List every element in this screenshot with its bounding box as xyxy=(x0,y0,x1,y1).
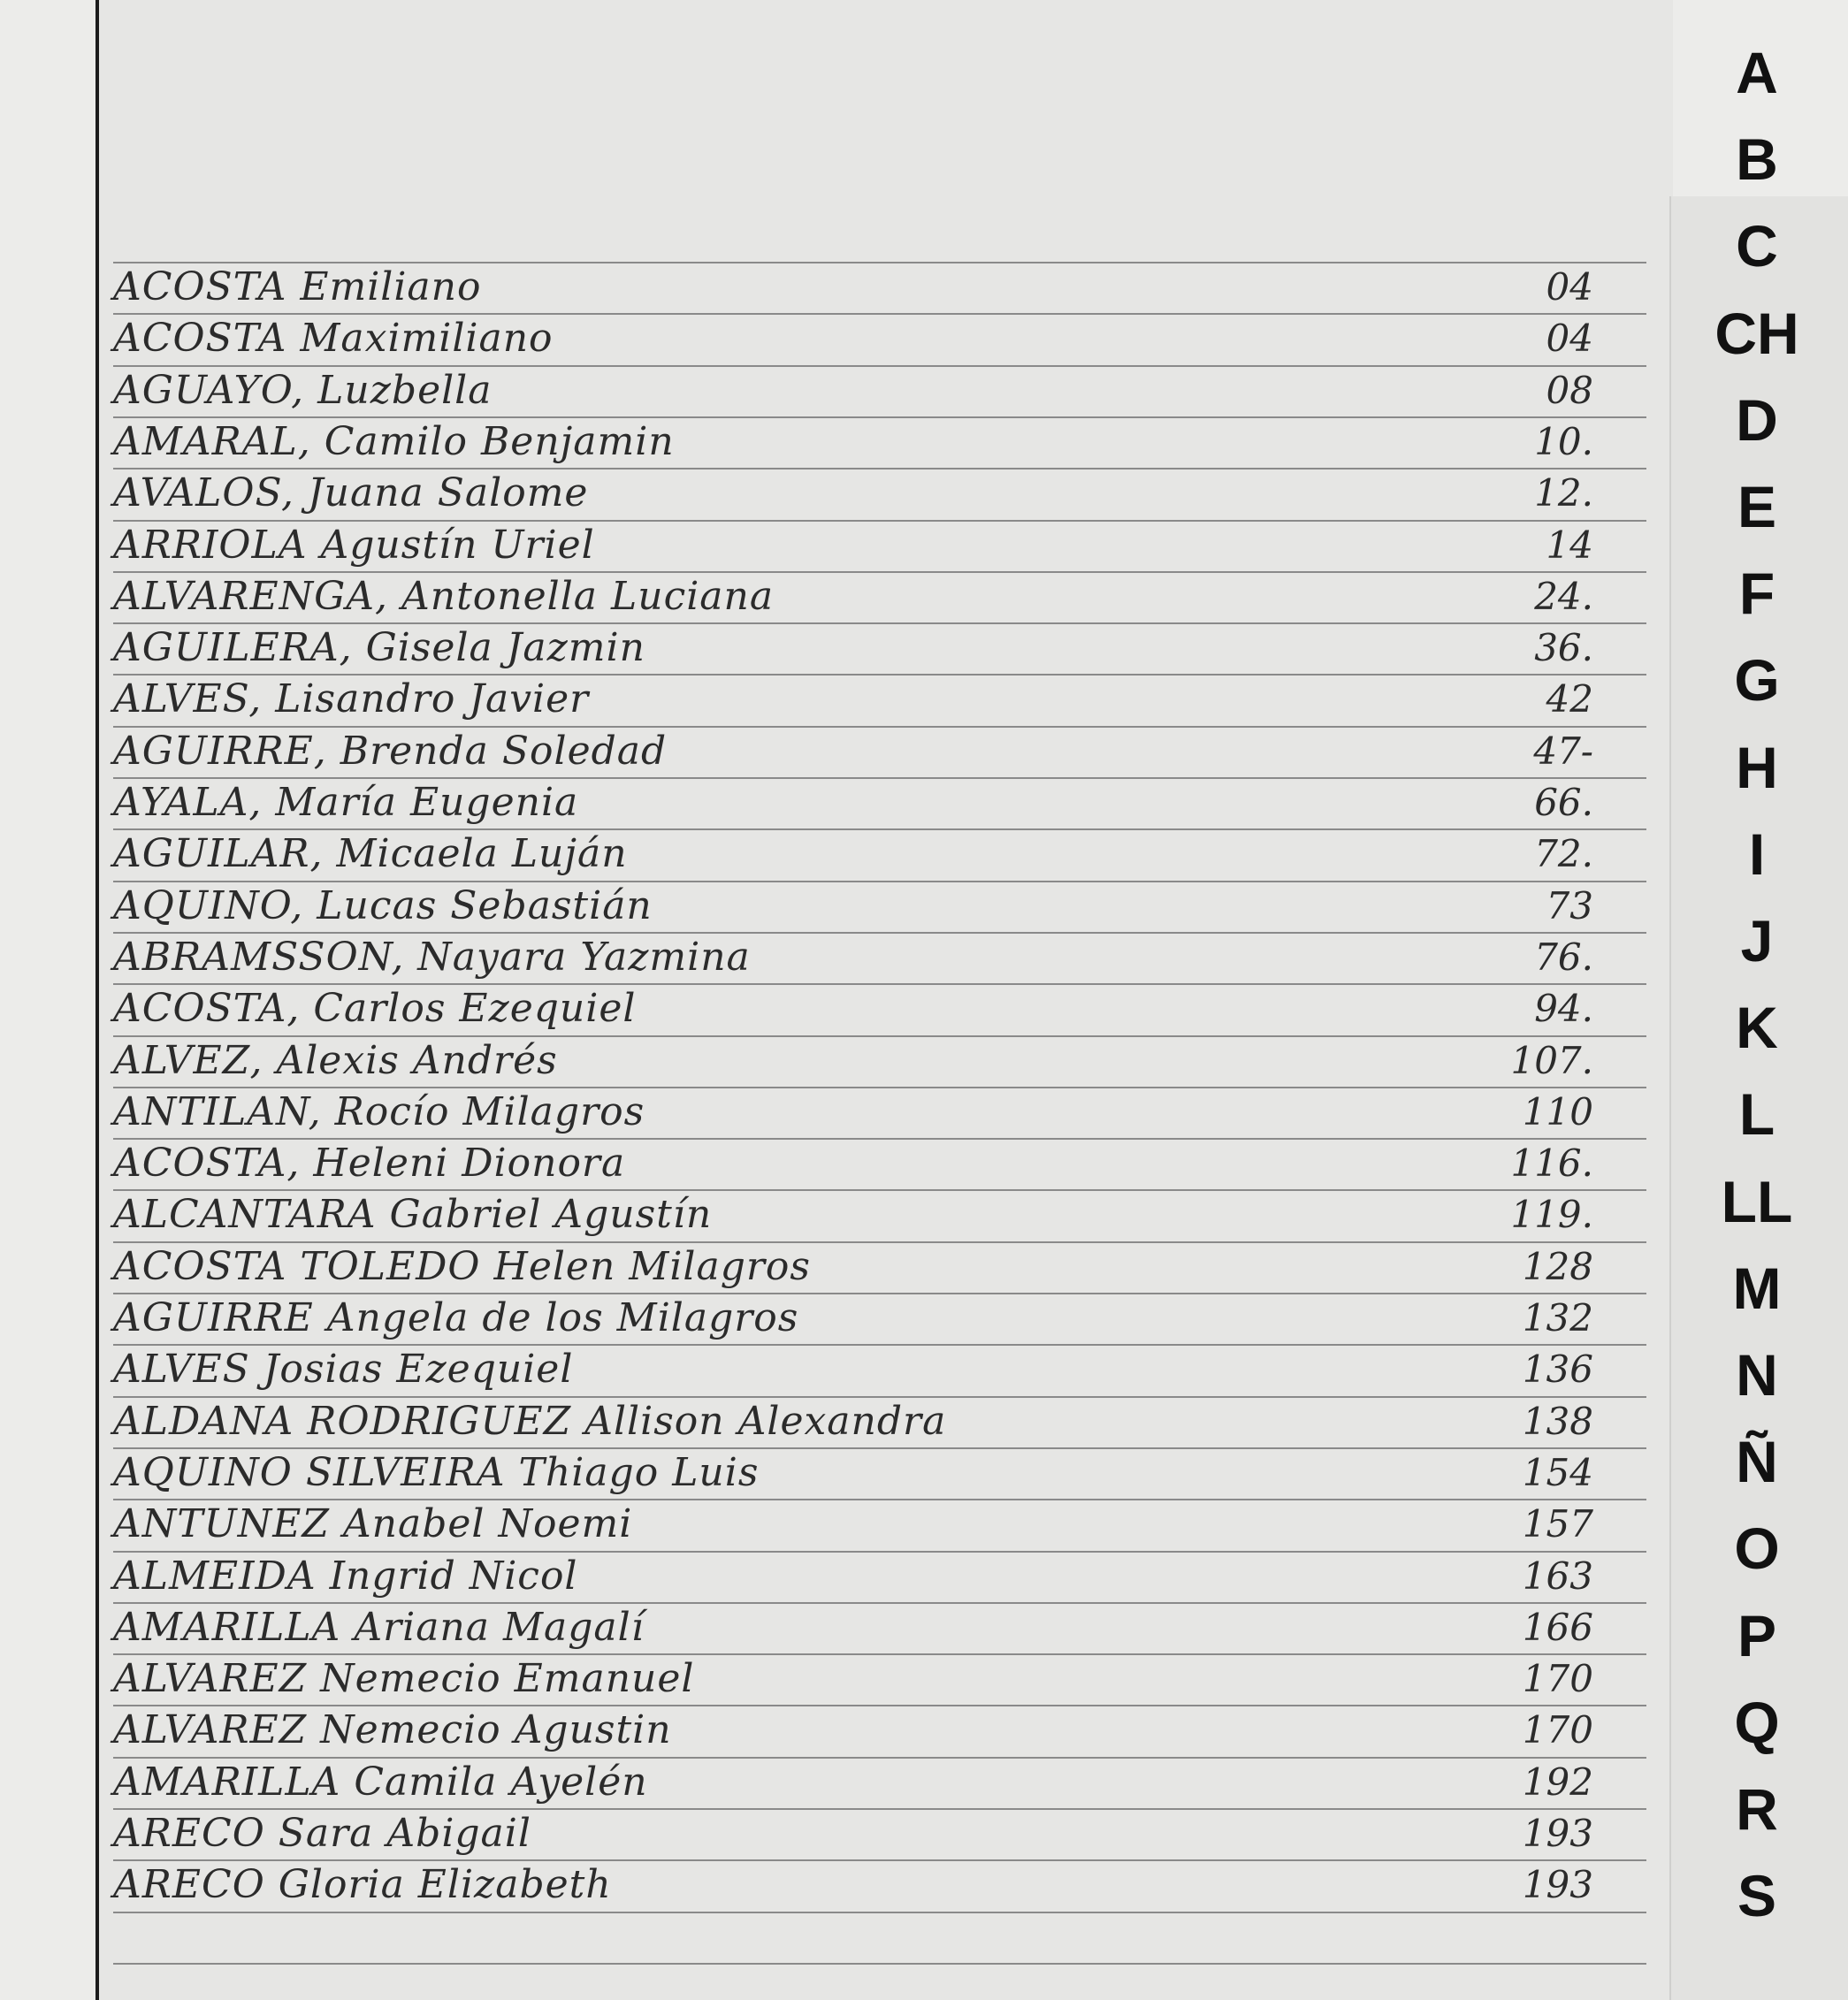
student-name: ACOSTA, Carlos Ezequiel xyxy=(113,986,637,1031)
student-name: ARRIOLA Agustín Uriel xyxy=(113,523,595,568)
list-item xyxy=(113,520,1646,571)
index-tab-e[interactable]: E xyxy=(1737,474,1777,539)
list-item xyxy=(113,777,1646,828)
index-tab-l[interactable]: L xyxy=(1738,1081,1775,1147)
page-number: 163 xyxy=(1522,1554,1593,1598)
list-item xyxy=(113,1757,1646,1808)
list-item xyxy=(113,571,1646,622)
student-name: ANTILAN, Rocío Milagros xyxy=(113,1089,645,1134)
list-item xyxy=(113,1602,1646,1653)
index-tab-ll[interactable]: LL xyxy=(1721,1169,1793,1234)
student-name: AGUILERA, Gisela Jazmin xyxy=(113,625,645,670)
page-number: 166 xyxy=(1522,1606,1593,1649)
page-number: 138 xyxy=(1522,1400,1593,1443)
student-name: ALCANTARA Gabriel Agustín xyxy=(113,1192,713,1237)
page-number: 107. xyxy=(1510,1039,1593,1082)
list-item xyxy=(113,1087,1646,1138)
list-item xyxy=(113,1551,1646,1602)
student-name: ALVES, Lisandro Javier xyxy=(113,676,590,721)
page-number: 170 xyxy=(1522,1708,1593,1752)
list-item xyxy=(113,1293,1646,1344)
index-tab-j[interactable]: J xyxy=(1740,908,1774,973)
binding-margin xyxy=(0,0,95,2000)
index-tab-m[interactable]: M xyxy=(1732,1256,1782,1321)
list-item xyxy=(113,1396,1646,1447)
index-tab-s[interactable]: S xyxy=(1737,1863,1777,1928)
student-name: ALVEZ, Alexis Andrés xyxy=(113,1038,558,1083)
student-name: ANTUNEZ Anabel Noemi xyxy=(113,1501,633,1546)
page-number: 119. xyxy=(1510,1193,1593,1236)
page-number: 73 xyxy=(1546,884,1593,927)
index-tab-r[interactable]: R xyxy=(1736,1776,1778,1842)
list-item xyxy=(113,1241,1646,1293)
list-item xyxy=(113,1189,1646,1240)
student-name: AGUIRRE Angela de los Milagros xyxy=(113,1295,799,1340)
student-name: ALVAREZ Nemecio Agustin xyxy=(113,1707,672,1752)
list-item xyxy=(113,828,1646,880)
index-tab-p[interactable]: P xyxy=(1737,1603,1777,1668)
page-number: 170 xyxy=(1522,1657,1593,1700)
index-tab-ñ[interactable]: Ñ xyxy=(1736,1429,1778,1494)
student-name: ALVARENGA, Antonella Luciana xyxy=(113,574,775,619)
student-name: AMARILLA Ariana Magalí xyxy=(113,1605,645,1650)
index-tab-ch[interactable]: CH xyxy=(1714,301,1799,366)
page-number: 42 xyxy=(1546,677,1593,721)
index-tab-f[interactable]: F xyxy=(1738,561,1775,626)
ruled-line xyxy=(113,1963,1646,1965)
student-name: ARECO Gloria Elizabeth xyxy=(113,1862,612,1907)
index-tab-q[interactable]: Q xyxy=(1734,1690,1780,1755)
list-item xyxy=(113,1705,1646,1756)
page-number: 66. xyxy=(1534,781,1593,824)
page-number: 116. xyxy=(1510,1141,1593,1185)
list-item xyxy=(113,674,1646,725)
student-name: ACOSTA Emiliano xyxy=(113,264,482,309)
page-number: 110 xyxy=(1522,1090,1593,1134)
page-number: 192 xyxy=(1522,1760,1593,1804)
page-number: 132 xyxy=(1522,1296,1593,1340)
page-number: 04 xyxy=(1546,265,1593,309)
student-name: ARECO Sara Abigail xyxy=(113,1811,531,1856)
page-number: 08 xyxy=(1546,369,1593,412)
list-item xyxy=(113,313,1646,364)
list-item xyxy=(113,416,1646,468)
student-name: ABRAMSSON, Nayara Yazmina xyxy=(113,935,751,980)
ruled-line xyxy=(113,1912,1646,1913)
list-item xyxy=(113,1499,1646,1550)
page-number: 12. xyxy=(1534,471,1593,515)
page-number: 14 xyxy=(1546,523,1593,567)
list-item xyxy=(113,1859,1646,1911)
index-tab-d[interactable]: D xyxy=(1736,387,1778,453)
list-item xyxy=(113,1035,1646,1087)
index-tab-o[interactable]: O xyxy=(1734,1515,1780,1581)
page-number: 136 xyxy=(1522,1347,1593,1391)
index-tab-k[interactable]: K xyxy=(1736,995,1778,1060)
index-tab-a[interactable]: A xyxy=(1736,40,1778,105)
page-number: 72. xyxy=(1534,832,1593,875)
page-number: 193 xyxy=(1522,1863,1593,1906)
list-item xyxy=(113,468,1646,519)
student-name: ACOSTA, Heleni Dionora xyxy=(113,1141,626,1186)
student-name: AGUIRRE, Brenda Soledad xyxy=(113,729,668,774)
list-item xyxy=(113,1344,1646,1395)
list-item xyxy=(113,1447,1646,1499)
page-number: 193 xyxy=(1522,1812,1593,1855)
page-number: 24. xyxy=(1534,575,1593,618)
student-name: AYALA, María Eugenia xyxy=(113,780,579,825)
student-name: ALMEIDA Ingrid Nicol xyxy=(113,1553,578,1599)
page-number: 04 xyxy=(1546,317,1593,360)
student-name: AGUAYO, Luzbella xyxy=(113,368,493,413)
student-name: AQUINO, Lucas Sebastián xyxy=(113,883,653,928)
index-tab-g[interactable]: G xyxy=(1734,647,1780,713)
student-name: ACOSTA TOLEDO Helen Milagros xyxy=(113,1244,811,1289)
page-number: 94. xyxy=(1534,987,1593,1030)
index-tab-i[interactable]: I xyxy=(1748,821,1766,887)
page-number: 47- xyxy=(1533,729,1593,773)
student-name: AMARAL, Camilo Benjamin xyxy=(113,419,675,464)
list-item xyxy=(113,1138,1646,1189)
page-number: 36. xyxy=(1534,626,1593,669)
student-name: ALDANA RODRIGUEZ Allison Alexandra xyxy=(113,1399,947,1444)
page-number: 128 xyxy=(1522,1245,1593,1288)
student-name: AGUILAR, Micaela Luján xyxy=(113,831,628,876)
page-number: 154 xyxy=(1522,1451,1593,1494)
student-name: ALVAREZ Nemecio Emanuel xyxy=(113,1656,695,1701)
student-name: ACOSTA Maximiliano xyxy=(113,316,554,361)
list-item xyxy=(113,983,1646,1034)
list-item xyxy=(113,881,1646,932)
list-item xyxy=(113,726,1646,777)
list-item xyxy=(113,1808,1646,1859)
list-item xyxy=(113,262,1646,313)
list-item xyxy=(113,365,1646,416)
page-number: 76. xyxy=(1534,935,1593,979)
page-number: 10. xyxy=(1534,420,1593,463)
index-tab-c[interactable]: C xyxy=(1736,213,1778,279)
index-tab-h[interactable]: H xyxy=(1736,735,1778,800)
student-name: AVALOS, Juana Salome xyxy=(113,470,589,515)
index-tab-n[interactable]: N xyxy=(1736,1342,1778,1408)
list-item xyxy=(113,1653,1646,1705)
page-number: 157 xyxy=(1522,1502,1593,1546)
student-name: ALVES Josias Ezequiel xyxy=(113,1347,574,1392)
list-item xyxy=(113,622,1646,674)
index-tab-b[interactable]: B xyxy=(1736,126,1778,192)
list-item xyxy=(113,932,1646,983)
student-name: AMARILLA Camila Ayelén xyxy=(113,1760,648,1805)
student-name: AQUINO SILVEIRA Thiago Luis xyxy=(113,1450,760,1495)
